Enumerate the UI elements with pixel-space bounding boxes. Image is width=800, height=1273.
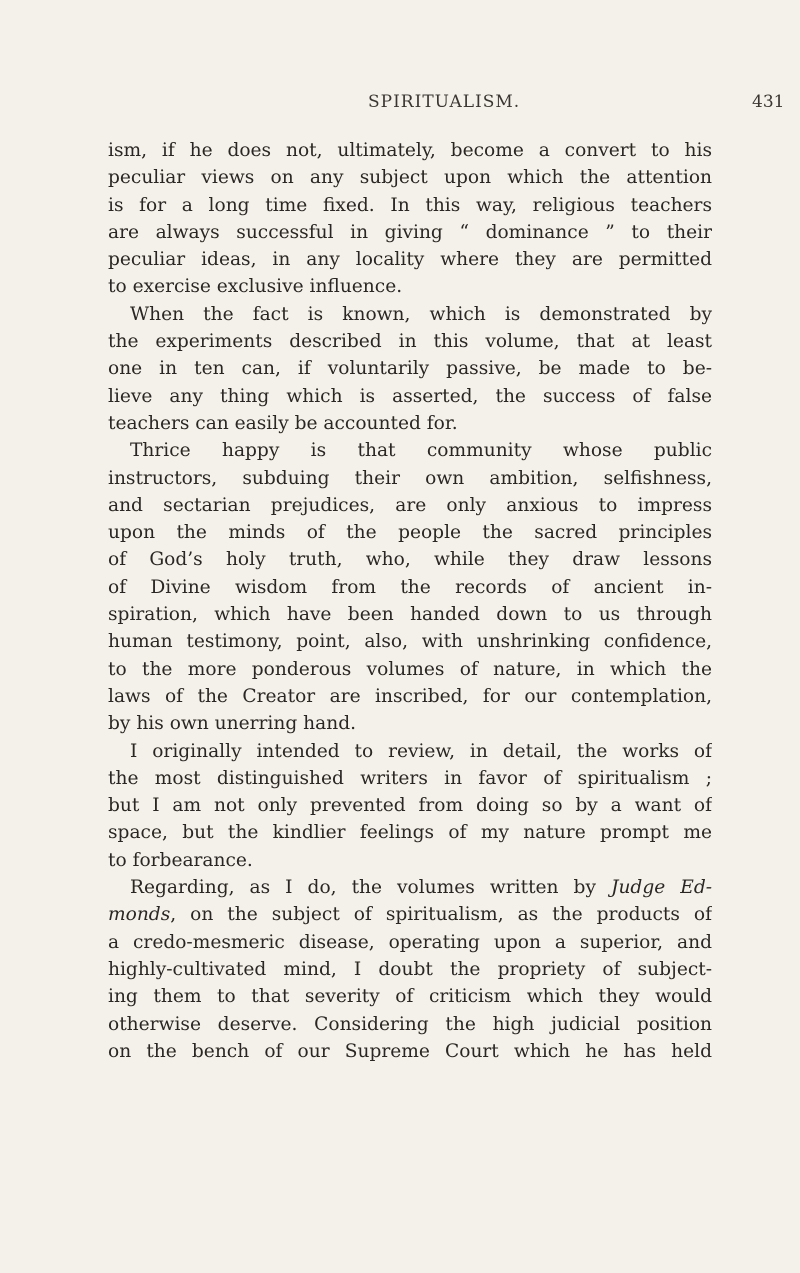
text-line: ing them to that severity of criticism which they would	[108, 986, 712, 1008]
text-line: one in ten can, if voluntarily passive, be made to be-	[108, 358, 712, 380]
text-line: by his own unerring hand.	[108, 713, 357, 735]
text-line: are always successful in giving “ dominance ” to their	[108, 221, 712, 243]
text-line: to exercise exclusive influence.	[108, 276, 403, 298]
text-line	[108, 874, 712, 901]
text-line: space, but the kindlier feelings of my nature prompt me	[108, 822, 712, 844]
body-text	[108, 137, 712, 1065]
running-head	[0, 92, 800, 122]
text-line: ism, if he does not, ultimately, become a convert to his	[108, 140, 712, 161]
text-run: Regarding, as I do, the volumes written by	[130, 877, 611, 899]
text-line: spiration, which have been handed down to us through	[108, 604, 712, 626]
text-line: teachers can easily be accounted for.	[108, 412, 458, 434]
text-line: upon the minds of the people the sacred principles	[108, 522, 712, 544]
text-line: When the fact is known, which is demonstrated by	[130, 303, 712, 325]
text-line: to the more ponderous volumes of nature, in which the	[108, 658, 712, 680]
text-line: lieve any thing which is asserted, the success of false	[108, 385, 712, 407]
text-line: of Divine wisdom from the records of ancient in-	[108, 576, 712, 598]
text-line: is for a long time fixed. In this way, religious teachers	[108, 194, 712, 216]
text-line: peculiar views on any subject upon which the attention	[108, 167, 712, 189]
text-line	[108, 901, 712, 928]
text-line: to forbearance.	[108, 849, 253, 871]
running-title: SPIRITUALISM.	[368, 92, 521, 112]
text-line: otherwise deserve. Considering the high judicial position	[108, 1013, 712, 1035]
text-line: peculiar ideas, in any locality where they are permitted	[108, 249, 712, 271]
text-line: and sectarian prejudices, are only anxious to impress	[108, 494, 712, 516]
text-line: laws of the Creator are inscribed, for our contemplation,	[108, 685, 712, 707]
text-line: the most distinguished writers in favor of spiritualism ;	[108, 767, 712, 789]
text-line: instructors, subduing their own ambition, selfishness,	[108, 467, 712, 489]
italic-name: monds	[108, 904, 171, 926]
text-line: highly-cultivated mind, I doubt the propriety of subject-	[108, 958, 712, 980]
text-line: on the bench of our Supreme Court which he has held	[108, 1040, 712, 1062]
text-line: Thrice happy is that community whose public	[130, 440, 712, 462]
italic-name: Judge Ed-	[610, 877, 712, 899]
text-line: human testimony, point, also, with unshrinking confidence,	[108, 631, 712, 653]
text-line: but I am not only prevented from doing so by a want of	[108, 795, 712, 817]
text-line: I originally intended to review, in detail, the works of	[130, 740, 712, 762]
text-run: , on the subject of spiritualism, as the products of	[170, 904, 712, 926]
page-number: 431	[752, 92, 785, 112]
text-line: a credo-mesmeric disease, operating upon a superior, and	[108, 931, 712, 953]
text-line: of God’s holy truth, who, while they draw lessons	[108, 549, 712, 571]
text-line: the experiments described in this volume, that at least	[108, 331, 712, 353]
